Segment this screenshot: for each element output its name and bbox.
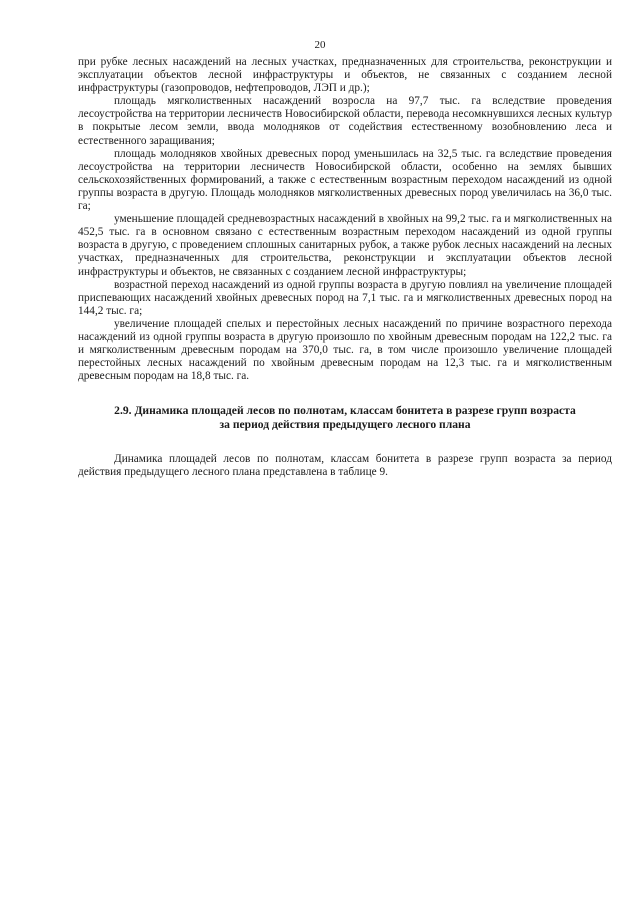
page-number: 20 (314, 39, 326, 51)
document-body (78, 56, 612, 479)
paragraph-mature-increase: увеличение площадей спелых и перестойных лесных насаждений по причине возрастного перехода насаждений из одной группы возраста в другую произошло по хвойным древесным породам на 122,2 тыс. га и мягколиственным древесным породам на 370,0 тыс. га, в том числе произошло увеличение площадей перестойных лесных насаждений по хвойным древесным породам на 12,3 тыс. га и мягколиственным древесным породам на 18,8 тыс. га. (78, 317, 612, 383)
paragraph-table-reference: Динамика площадей лесов по полнотам, классам бонитета в разрезе групп возраста за период действия предыдущего лесного плана представлена в таблице 9. (78, 452, 612, 478)
paragraph-age-transition: возрастной переход насаждений из одной группы возраста в другую повлиял на увеличение площадей приспевающих насаждений хвойных древесных пород на 7,1 тыс. га и мягколиственных древесных пород на 144,2 тыс. га; (78, 278, 612, 317)
section-heading-line-2: за период действия предыдущего лесного плана (219, 417, 471, 431)
section-heading-line-1: 2.9. Динамика площадей лесов по полнотам, классам бонитета в разрезе групп возраста (114, 404, 576, 418)
paragraph-young-stands: площадь молодняков хвойных древесных пород уменьшилась на 32,5 тыс. га вследствие проведения лесоустройства на территории лесничеств Новосибирской области, особенно на землях бывших сельскохозяйственных формирований, а также с естественным возрастным переходом насаждений из одной группы возраста в другую. Площадь молодняков мягколиственных древесных пород увеличилась на 36,0 тыс. га; (78, 147, 612, 213)
paragraph-continuation: при рубке лесных насаждений на лесных участках, предназначенных для строительства, реконструкции и эксплуатации объектов лесной инфраструктуры и объектов, не связанных с созданием лесной инфраструктуры (газопроводов, нефтепроводов, ЛЭП и др.); (78, 56, 612, 95)
section-heading (78, 404, 612, 431)
paragraph-middle-aged-decrease: уменьшение площадей средневозрастных насаждений в хвойных на 99,2 тыс. га и мягколиственных на 452,5 тыс. га в основном связано с естественным возрастным переходом насаждений из одной группы возраста в другую, с проведением сплошных санитарных рубок, а также рубок лесных насаждений на лесных участках, предназначенных для строительства, реконструкции и эксплуатации объектов лесной инфраструктуры и объектов, не связанных с созданием лесной инфраструктуры; (78, 213, 612, 278)
paragraph-softwood-area: площадь мягколиственных насаждений возросла на 97,7 тыс. га вследствие проведения лесоустройства на территории лесничеств Новосибирской области, перевода несомкнувшихся лесных культур в покрытые лесом земли, ввода молодняков от содействия естественному возобновлению леса и естественного заращивания; (78, 95, 612, 147)
